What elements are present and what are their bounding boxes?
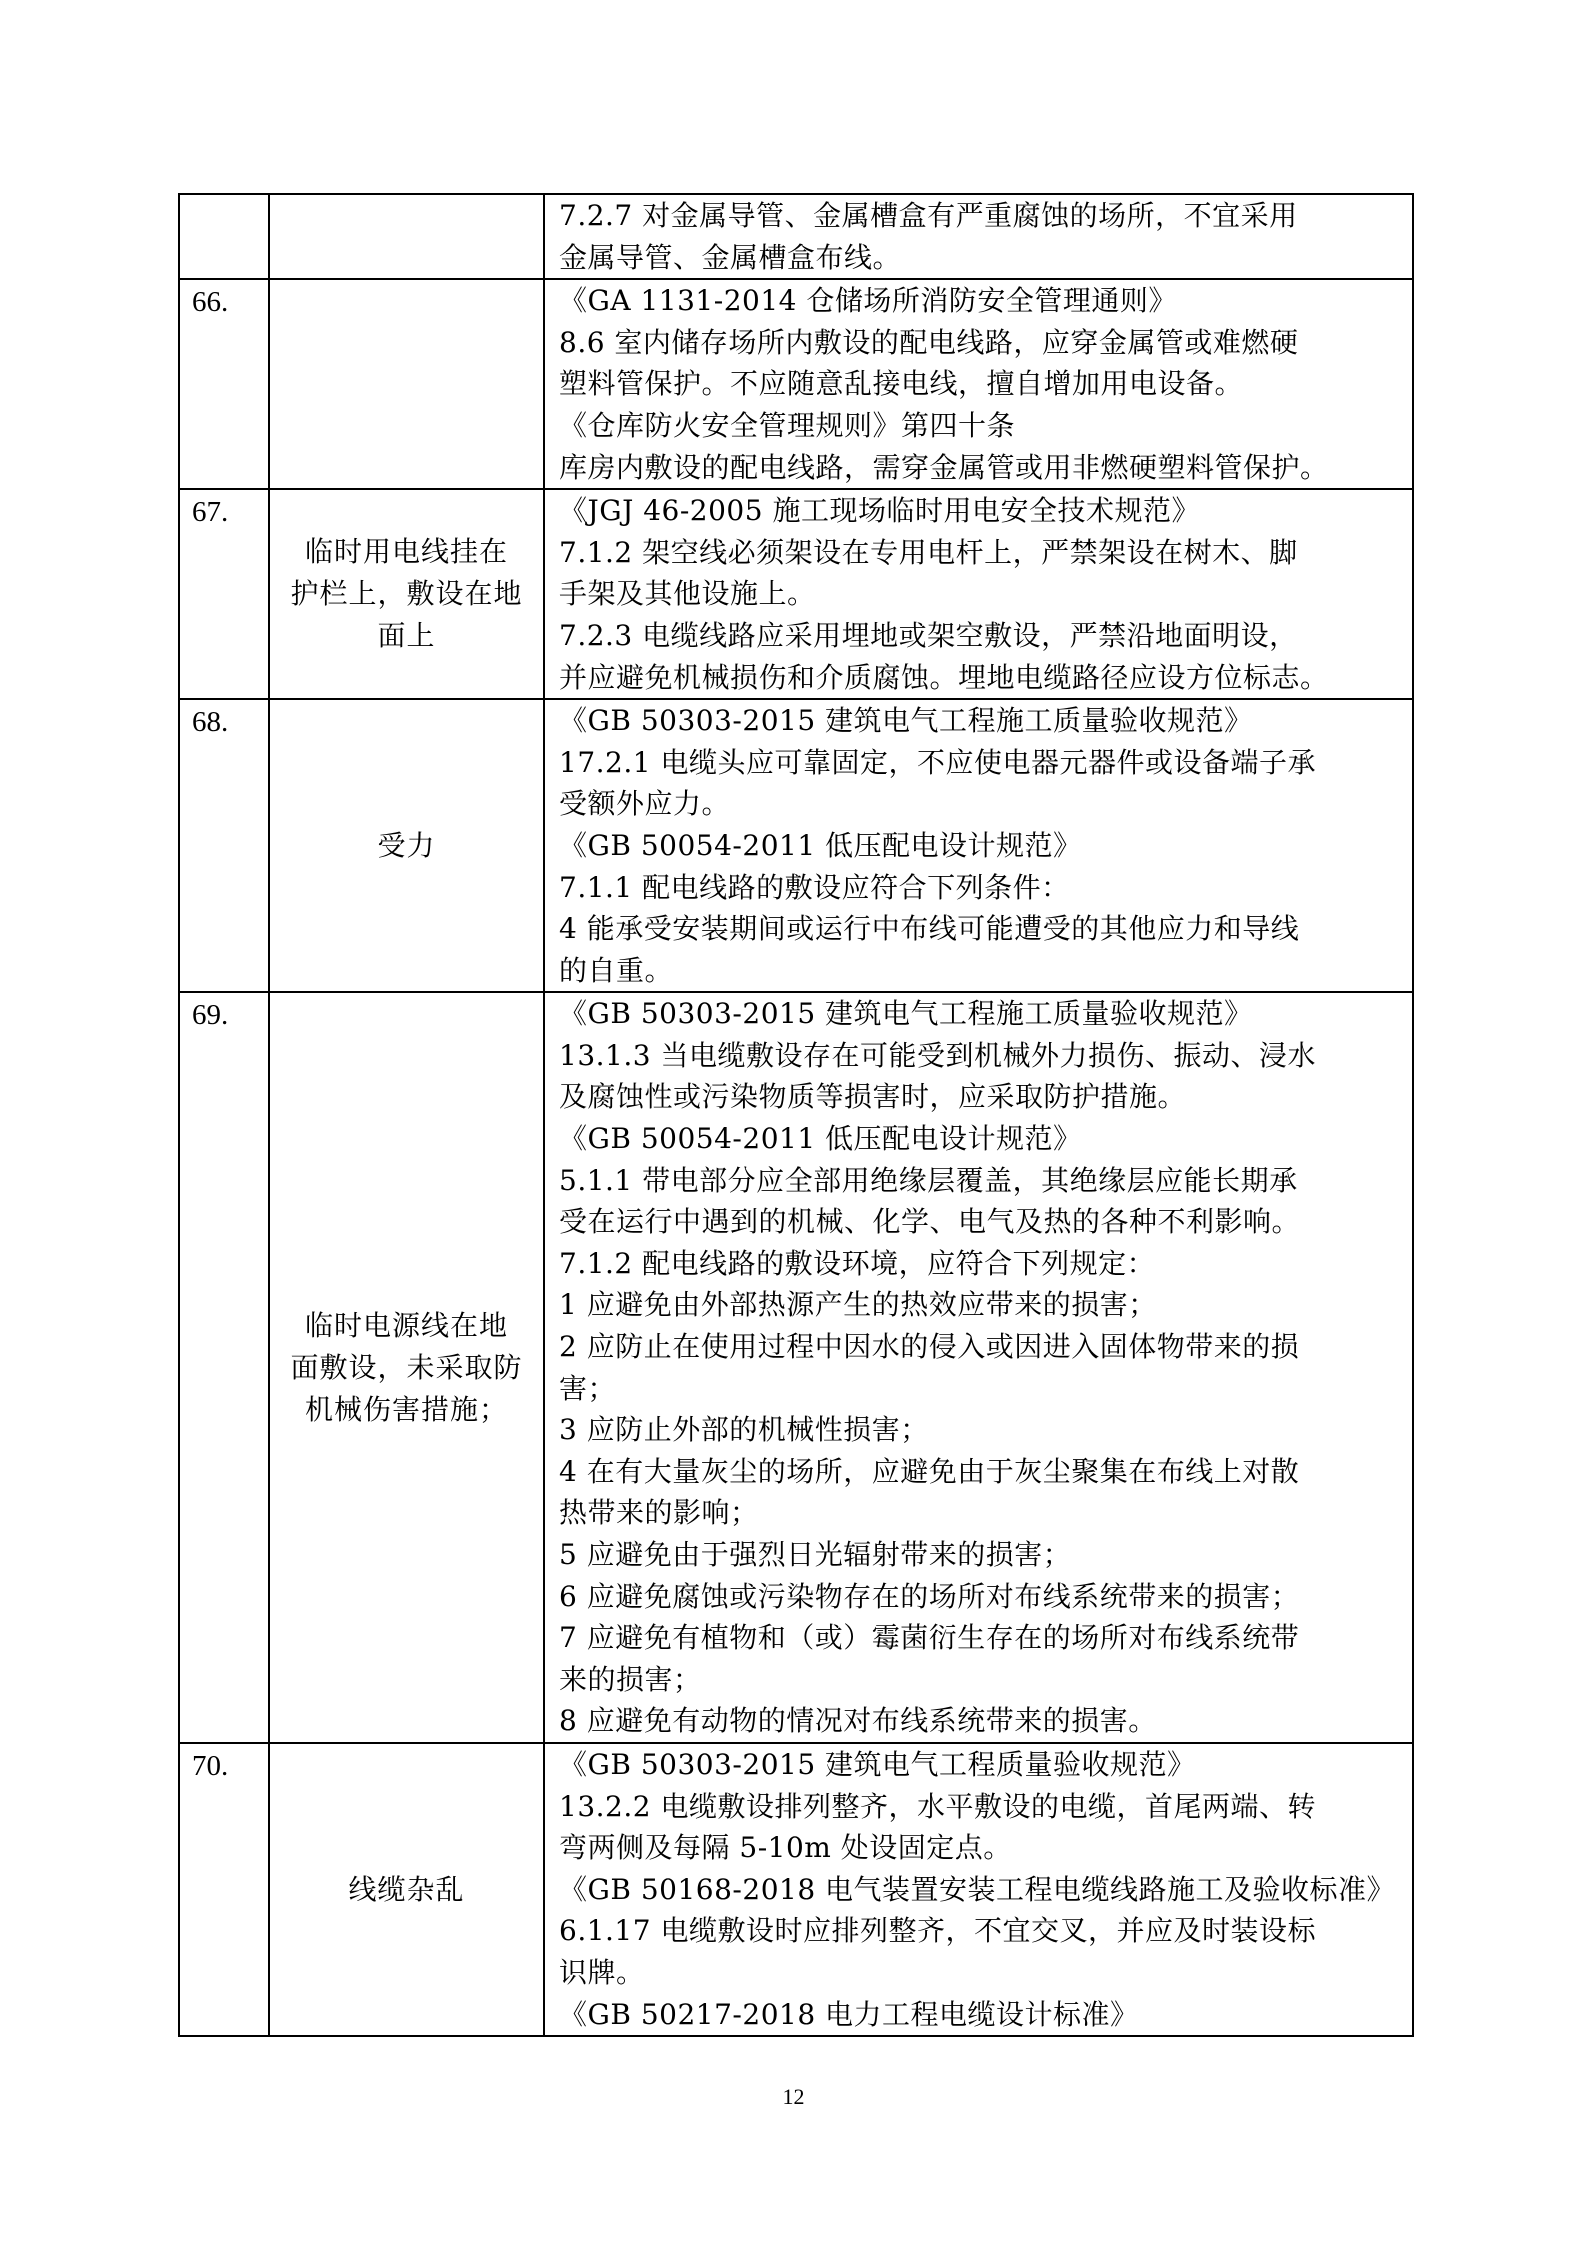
basis-line: 13.1.3 当电缆敷设存在可能受到机械外力损伤、振动、浸水 — [559, 1038, 1316, 1072]
basis-line: 手架及其他设施上。 — [559, 577, 816, 611]
hazard-line: 面上 — [377, 619, 436, 653]
regulation-basis — [544, 279, 1413, 489]
basis-line: 13.2.2 电缆敷设排列整齐，水平敷设的电缆，首尾两端、转 — [559, 1789, 1316, 1823]
basis-line: 《GB 50054-2011 低压配电设计规范》 — [559, 1122, 1082, 1156]
regulation-basis — [544, 194, 1413, 279]
hazard-description — [269, 992, 544, 1743]
table-row — [179, 992, 1413, 1743]
regulation-basis — [544, 1743, 1413, 2036]
basis-line: 受额外应力。 — [559, 787, 731, 821]
hazard-line: 线缆杂乱 — [348, 1872, 465, 1906]
basis-line: 7.2.3 电缆线路应采用埋地或架空敷设，严禁沿地面明设， — [559, 618, 1298, 652]
basis-line: 弯两侧及每隔 5-10m 处设固定点。 — [559, 1831, 1012, 1865]
basis-line: 受在运行中遇到的机械、化学、电气及热的各种不利影响。 — [559, 1205, 1301, 1239]
basis-line: 《GB 50303-2015 建筑电气工程施工质量验收规范》 — [559, 704, 1253, 738]
table-row — [179, 489, 1413, 699]
regulation-basis — [544, 699, 1413, 992]
basis-line: 7.2.7 对金属导管、金属槽盒有严重腐蚀的场所，不宜采用 — [559, 199, 1298, 232]
table-row — [179, 279, 1413, 489]
item-number: 68. — [179, 699, 269, 992]
basis-line: 的自重。 — [559, 953, 674, 987]
table-row — [179, 1743, 1413, 2036]
hazard-line: 面敷设，未采取防 — [290, 1350, 523, 1384]
hazard-description — [269, 279, 544, 489]
basis-line: 8 应避免有动物的情况对布线系统带来的损害。 — [559, 1704, 1157, 1738]
basis-line: 《仓库防火安全管理规则》第四十条 — [559, 408, 1016, 442]
basis-line: 5.1.1 带电部分应全部用绝缘层覆盖，其绝缘层应能长期承 — [559, 1163, 1298, 1197]
basis-line: 8.6 室内储存场所内敷设的配电线路，应穿金属管或难燃硬 — [559, 325, 1299, 359]
hazard-line: 受力 — [377, 828, 436, 862]
basis-line: 来的损害； — [559, 1662, 702, 1696]
basis-line: 7.1.2 架空线必须架设在专用电杆上，严禁架设在树木、脚 — [559, 535, 1298, 569]
basis-line: 6.1.17 电缆敷设时应排列整齐，不宜交叉，并应及时装设标 — [559, 1914, 1316, 1948]
hazard-description — [269, 489, 544, 699]
basis-line: 《GB 50168-2018 电气装置安装工程电缆线路施工及验收标准》 — [559, 1872, 1396, 1906]
basis-line: 金属导管、金属槽盒布线。 — [559, 240, 902, 274]
basis-line: 并应避免机械损伤和介质腐蚀。埋地电缆路径应设方位标志。 — [559, 660, 1329, 694]
regulation-basis — [544, 992, 1413, 1743]
basis-line: 7 应避免有植物和（或）霉菌衍生存在的场所对布线系统带 — [559, 1621, 1300, 1655]
basis-line: 7.1.2 配电线路的敷设环境，应符合下列规定： — [559, 1246, 1156, 1280]
hazard-description — [269, 1743, 544, 2036]
basis-line: 《GB 50303-2015 建筑电气工程施工质量验收规范》 — [559, 997, 1253, 1031]
item-number: 66. — [179, 279, 269, 489]
item-number — [179, 194, 269, 279]
hazard-line: 护栏上，敷设在地 — [290, 577, 523, 611]
basis-line: 5 应避免由于强烈日光辐射带来的损害； — [559, 1538, 1072, 1571]
hazard-description — [269, 194, 544, 279]
basis-line: 1 应避免由外部热源产生的热效应带来的损害； — [559, 1288, 1157, 1322]
basis-line: 《GB 50054-2011 低压配电设计规范》 — [559, 828, 1082, 862]
basis-line: 及腐蚀性或污染物质等损害时，应采取防护措施。 — [559, 1080, 1187, 1114]
hazard-line: 机械伤害措施； — [304, 1392, 508, 1426]
item-number: 69. — [179, 992, 269, 1743]
basis-line: 7.1.1 配电线路的敷设应符合下列条件： — [559, 870, 1070, 904]
basis-line: 6 应避免腐蚀或污染物存在的场所对布线系统带来的损害； — [559, 1579, 1300, 1613]
basis-line: 17.2.1 电缆头应可靠固定，不应使电器元器件或设备端子承 — [559, 745, 1316, 779]
item-number: 67. — [179, 489, 269, 699]
hazard-line: 临时电源线在地 — [304, 1308, 508, 1342]
basis-line: 3 应防止外部的机械性损害； — [559, 1413, 929, 1447]
regulation-basis — [544, 489, 1413, 699]
basis-line: 塑料管保护。不应随意乱接电线，擅自增加用电设备。 — [559, 367, 1244, 401]
basis-line: 识牌。 — [559, 1955, 645, 1989]
table-row — [179, 194, 1413, 279]
basis-line: 《GB 50217-2018 电力工程电缆设计标准》 — [559, 1997, 1139, 2031]
regulation-table — [178, 193, 1414, 2037]
basis-line: 《GB 50303-2015 建筑电气工程质量验收规范》 — [559, 1747, 1196, 1781]
basis-line: 《JGJ 46-2005 施工现场临时用电安全技术规范》 — [559, 494, 1200, 528]
page-number: 12 — [782, 2084, 805, 2109]
table-body — [179, 194, 1413, 2036]
basis-line: 4 能承受安装期间或运行中布线可能遭受的其他应力和导线 — [559, 912, 1300, 946]
basis-line: 害； — [559, 1371, 617, 1405]
basis-line: 2 应防止在使用过程中因水的侵入或因进入固体物带来的损 — [559, 1330, 1300, 1364]
hazard-description — [269, 699, 544, 992]
table-row — [179, 699, 1413, 992]
item-number: 70. — [179, 1743, 269, 2036]
basis-line: 《GA 1131-2014 仓储场所消防安全管理通则》 — [559, 284, 1177, 318]
hazard-line: 临时用电线挂在 — [304, 535, 508, 569]
basis-line: 库房内敷设的配电线路，需穿金属管或用非燃硬塑料管保护。 — [559, 450, 1329, 484]
basis-line: 4 在有大量灰尘的场所，应避免由于灰尘聚集在布线上对散 — [559, 1454, 1300, 1488]
basis-line: 热带来的影响； — [559, 1496, 759, 1530]
